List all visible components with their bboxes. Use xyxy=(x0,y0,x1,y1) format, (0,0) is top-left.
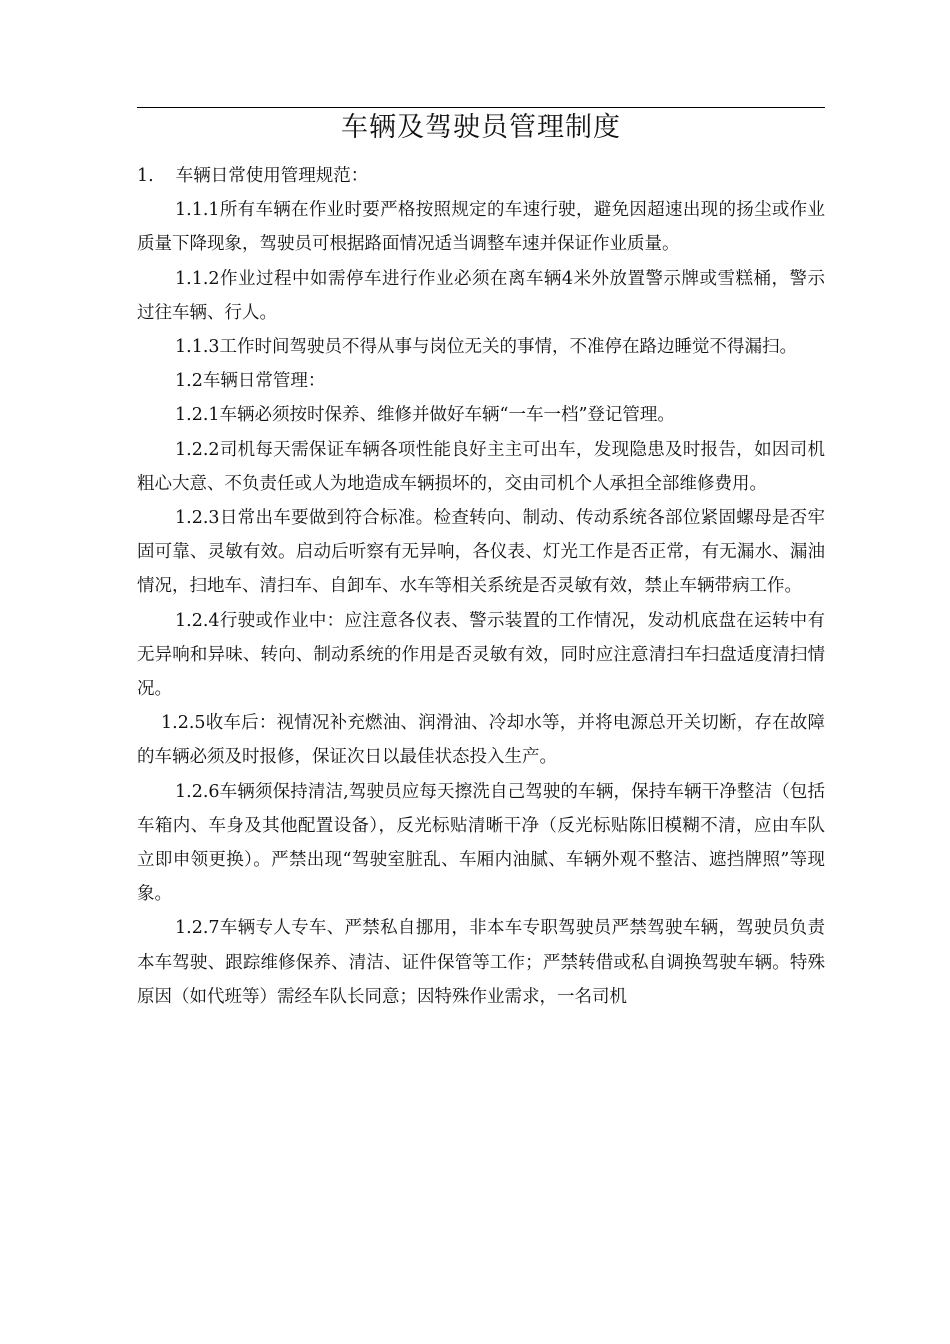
paragraph-1-2-4: 1.2.4行驶或作业中：应注意各仪表、警示装置的工作情况，发动机底盘在运转中有无异响和异味、转向、制动系统的作用是否灵敏有效，同时应注意清扫车扫盘适度清扫情况。 xyxy=(137,610,825,700)
paragraph-1-2-5: 1.2.5收车后：视情况补充燃油、润滑油、冷却水等，并将电源总开关切断，存在故障的车辆必须及时报修，保证次日以最佳状态投入生产。 xyxy=(137,713,825,768)
section-heading-text: 车辆日常使用管理规范： xyxy=(175,166,369,186)
document-body xyxy=(137,159,825,1014)
section-number: 1. xyxy=(137,166,154,186)
document-title: 车辆及驾驶员管理制度 xyxy=(341,112,621,143)
section-heading-1 xyxy=(137,159,825,193)
subsection-heading-1-2: 1.2车辆日常管理： xyxy=(175,371,326,392)
paragraph-1-2-6: 1.2.6车辆须保持清洁,驾驶员应每天擦洗自己驾驶的车辆，保持车辆干净整洁（包括车箱内、车身及其他配置设备），反光标贴清晰干净（反光标贴陈旧模糊不清，应由车队立即申领更换）。严禁出现“驾驶室脏乱、车厢内油腻、车辆外观不整洁、遮挡牌照”等现象。 xyxy=(137,781,825,905)
paragraph-1-2-2: 1.2.2司机每天需保证车辆各项性能良好主主可出车，发现隐患及时报告，如因司机粗心大意、不负责任或人为地造成车辆损坏的，交由司机个人承担全部维修费用。 xyxy=(137,439,825,494)
header-rule xyxy=(137,107,825,108)
paragraph-1-2-1: 1.2.1车辆必须按时保养、维修并做好车辆“一车一档”登记管理。 xyxy=(175,405,675,426)
paragraph-1-1-3: 1.1.3工作时间驾驶员不得从事与岗位无关的事情，不准停在路边睡觉不得漏扫。 xyxy=(175,337,798,358)
paragraph-1-1-1: 1.1.1所有车辆在作业时要严格按照规定的车速行驶，避免因超速出现的扬尘或作业质量下降现象，驾驶员可根据路面情况适当调整车速并保证作业质量。 xyxy=(137,200,825,255)
paragraph-1-2-7: 1.2.7车辆专人专车、严禁私自挪用，非本车专职驾驶员严禁驾驶车辆，驾驶员负责本车驾驶、跟踪维修保养、清洁、证件保管等工作；严禁转借或私自调换驾驶车辆。特殊原因（如代班等）需经车队长同意；因特殊作业需求，一名司机 xyxy=(137,918,825,1007)
paragraph-1-2-3: 1.2.3日常出车要做到符合标准。检查转向、制动、传动系统各部位紧固螺母是否牢固可靠、灵敏有效。启动后听察有无异响，各仪表、灯光工作是否正常，有无漏水、漏油情况，扫地车、清扫车、自卸车、水车等相关系统是否灵敏有效，禁止车辆带病工作。 xyxy=(137,508,825,597)
paragraph-1-1-2: 1.1.2作业过程中如需停车进行作业必须在离车辆4米外放置警示牌或雪糕桶，警示过往车辆、行人。 xyxy=(137,268,825,323)
